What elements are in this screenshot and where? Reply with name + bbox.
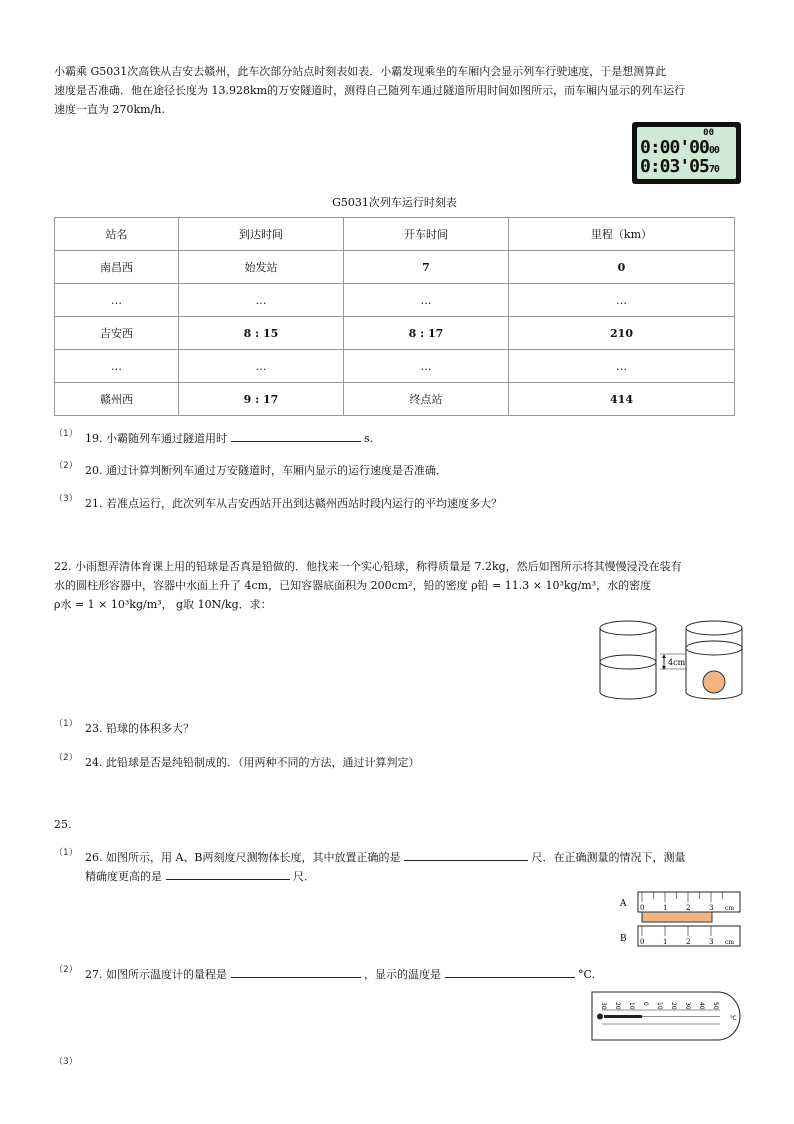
q26-answer-blank-1[interactable] xyxy=(404,848,528,861)
q18-sub3-label: （3） xyxy=(54,494,78,504)
thermo-label: 30 xyxy=(684,1002,691,1010)
thermo-label: 10 xyxy=(656,1002,663,1010)
ruler-figure xyxy=(618,890,742,948)
q23-text: 23. 铅球的体积多大？ xyxy=(85,722,194,735)
q22-line-3: ρ水 = 1 × 10³kg/m³， g取 10N/kg．求： xyxy=(54,598,272,611)
table-cell: 0 xyxy=(509,251,735,284)
stopwatch-top: 00 xyxy=(703,128,714,138)
q27-text xyxy=(85,965,595,984)
q19-answer-blank[interactable] xyxy=(231,429,361,442)
q19-pre: 19. 小霸随列车通过隧道用时 xyxy=(85,432,227,445)
q25-sub3-label: （3） xyxy=(54,1057,78,1067)
thermo-label: 50 xyxy=(712,1002,719,1010)
table-cell: 414 xyxy=(509,383,735,416)
q22-text xyxy=(54,557,682,614)
q27-post: °C. xyxy=(578,968,596,981)
q26-answer-blank-2[interactable] xyxy=(166,867,290,880)
thermometer-figure xyxy=(590,990,742,1042)
ruler-b-tick-0: 0 xyxy=(640,938,645,946)
table-cell: 8 : 17 xyxy=(344,317,509,350)
table-header-row xyxy=(55,218,735,251)
q27-pre: 27. 如图所示温度计的量程是 xyxy=(85,968,227,981)
figure-4cm-label: 4cm xyxy=(668,658,686,667)
q26-line2-post: 尺． xyxy=(293,870,315,883)
q26-text xyxy=(85,848,686,886)
table-caption: G5031次列车运行时刻表 xyxy=(332,196,457,209)
ruler-a-tick-3: 3 xyxy=(709,904,714,912)
table-cell: … xyxy=(344,350,509,383)
q18-sub2-label: （2） xyxy=(54,461,78,471)
table-row xyxy=(55,317,735,350)
ruler-b-tick-3: 3 xyxy=(709,938,714,946)
thermo-unit: ℃ xyxy=(730,1015,737,1022)
table-cell: … xyxy=(509,350,735,383)
q26-pre: 26. 如图所示，用 A、B两刻度尺测物体长度，其中放置正确的是 xyxy=(85,851,401,864)
thermo-label: 30 xyxy=(600,1002,607,1010)
table-cell: … xyxy=(55,350,179,383)
table-cell: … xyxy=(509,284,735,317)
q25-sub2-label: （2） xyxy=(54,965,78,975)
table-header: 到达时间 xyxy=(179,218,344,251)
table-cell: … xyxy=(179,284,344,317)
table-row xyxy=(55,284,735,317)
q19-post: s. xyxy=(364,432,374,445)
stopwatch-line1: 0:00'00 xyxy=(640,137,709,158)
table-cell: 8 : 15 xyxy=(179,317,344,350)
thermo-label: 20 xyxy=(670,1002,677,1010)
q22-sub2-label: （2） xyxy=(54,753,78,763)
thermo-label: 10 xyxy=(628,1002,635,1010)
stopwatch-figure xyxy=(632,122,741,184)
q18-line-3: 速度一直为 270km/h. xyxy=(54,103,165,116)
q25-number: 25. xyxy=(54,818,72,831)
q25-sub1-label: （1） xyxy=(54,848,78,858)
table-row xyxy=(55,350,735,383)
ruler-a-tick-2: 2 xyxy=(686,904,691,912)
thermo-label: 0 xyxy=(642,1002,649,1006)
ruler-a-tick-0: 0 xyxy=(640,904,645,912)
ruler-b-unit: cm xyxy=(725,939,735,946)
ruler-a-label: A xyxy=(620,899,627,909)
thermo-label: 40 xyxy=(698,1002,705,1010)
table-row xyxy=(55,251,735,284)
q26-line2-pre: 精确度更高的是 xyxy=(85,870,162,883)
q18-text xyxy=(54,62,685,119)
table-cell: 赣州西 xyxy=(55,383,179,416)
table-header: 里程（km） xyxy=(509,218,735,251)
stopwatch-line1-small: 00 xyxy=(708,145,719,156)
table-cell: 始发站 xyxy=(179,251,344,284)
stopwatch-line2-small: 70 xyxy=(708,164,719,175)
q27-mid: ，显示的温度是 xyxy=(364,968,441,981)
table-cell: 吉安西 xyxy=(55,317,179,350)
ruler-a-tick-1: 1 xyxy=(663,904,668,912)
table-header: 站名 xyxy=(55,218,179,251)
table-cell: 7 xyxy=(344,251,509,284)
ruler-a-unit: cm xyxy=(725,905,735,912)
q21-text: 21. 若准点运行，此次列车从吉安西站开出到达赣州西站时段内运行的平均速度多大？ xyxy=(85,497,502,510)
table-row xyxy=(55,383,735,416)
q22-line-1: 22. 小雨想弄清体育课上用的铅球是否真是铅做的．他找来一个实心铅球，称得质量是 7.2kg，然后如图所示将其慢慢浸没在装有 xyxy=(54,560,682,573)
stopwatch-line2: 0:03'05 xyxy=(640,156,709,177)
cylinder-figure xyxy=(596,618,746,706)
ruler-b-tick-1: 1 xyxy=(663,938,668,946)
q18-sub1-label: （1） xyxy=(54,429,78,439)
table-cell: 9 : 17 xyxy=(179,383,344,416)
q26-mid: 尺．在正确测量的情况下，测量 xyxy=(531,851,686,864)
q22-sub1-label: （1） xyxy=(54,719,78,729)
q19-text xyxy=(85,429,373,448)
table-header: 开车时间 xyxy=(344,218,509,251)
table-cell: 南昌西 xyxy=(55,251,179,284)
table-cell: … xyxy=(344,284,509,317)
q27-answer-blank-1[interactable] xyxy=(231,965,361,978)
q24-text: 24. 此铅球是否是纯铅制成的．（用两种不同的方法，通过计算判定） xyxy=(85,756,420,769)
ruler-b-label: B xyxy=(620,934,627,944)
timetable xyxy=(54,217,735,416)
ruler-b-tick-2: 2 xyxy=(686,938,691,946)
thermo-label: 20 xyxy=(614,1002,621,1010)
q18-line-2: 速度是否准确．他在途径长度为 13.928km的万安隧道时，测得自己随列车通过隧道所用时间如图所示，而车厢内显示的列车运行 xyxy=(54,84,686,97)
table-cell: 终点站 xyxy=(344,383,509,416)
table-cell: … xyxy=(179,350,344,383)
table-cell: … xyxy=(55,284,179,317)
q27-answer-blank-2[interactable] xyxy=(445,965,575,978)
q18-line-1: 小霸乘 G5031次高铁从吉安去赣州，此车次部分站点时刻表如表．小霸发现乘坐的车厢内会显示列车行驶速度，于是想测算此 xyxy=(54,65,667,78)
q22-line-2: 水的圆柱形容器中，容器中水面上升了 4cm，已知容器底面积为 200cm²，铅的密度 ρ铅 = 11.3 × 10³kg/m³，水的密度 xyxy=(54,579,652,592)
q20-text: 20. 通过计算判断列车通过万安隧道时，车厢内显示的运行速度是否准确． xyxy=(85,464,447,477)
table-cell: 210 xyxy=(509,317,735,350)
